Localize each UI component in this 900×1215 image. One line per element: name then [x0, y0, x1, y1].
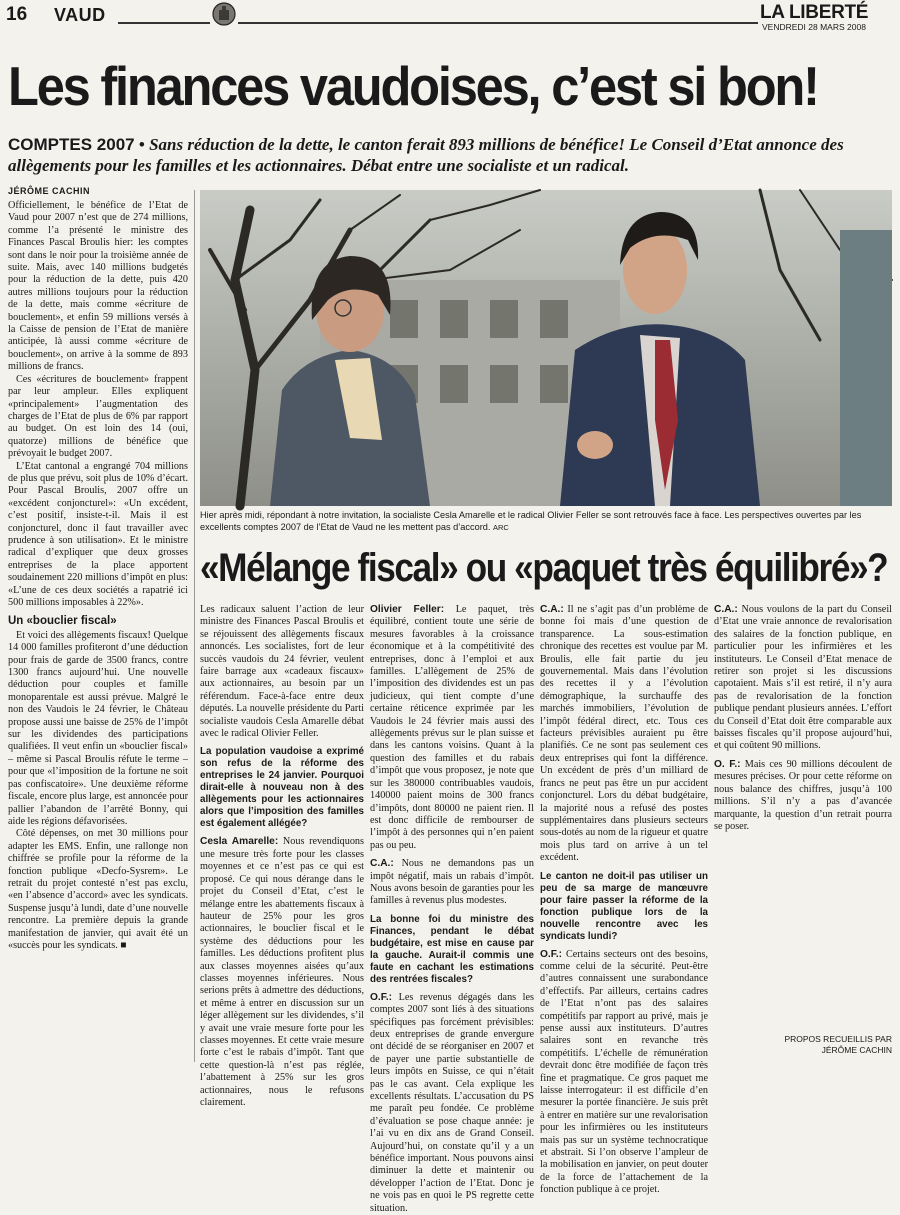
debate-answer: O. F.: Mais ces 90 millions découlent de mesures précises. Or pour cette réforme on nous balance des chiffres, jusqu’à 100 millions. S’il n’y a pas d’avancée marquante, la question d’un retrait pourra se poser.: [714, 758, 892, 832]
speaker-label: C.A.:: [540, 604, 564, 615]
signoff: [714, 1034, 892, 1056]
signoff-line-2: JÉRÔME CACHIN: [821, 1045, 892, 1055]
deck-kicker: COMPTES 2007: [8, 135, 135, 154]
debate-question: Le canton ne doit-il pas utiliser un peu de sa marge de manœuvre pour faire passer la réforme de la fonction publique lors de la nouvelle rencontre avec les syndicats lundi?: [540, 870, 708, 942]
speaker-label: O.F.:: [540, 948, 563, 960]
byline: JÉRÔME CACHIN: [8, 186, 91, 196]
header-rule-right: [238, 22, 758, 24]
signoff-line-1: PROPOS RECUEILLIS PAR: [784, 1034, 892, 1044]
deck: [8, 134, 888, 176]
speaker-label: C.A.:: [370, 858, 394, 870]
photo-caption: [200, 510, 892, 533]
page-number: 16: [6, 4, 28, 25]
article-paragraph: Ces «écritures de bouclement» frappent par leur ampleur. Elles expliquent «principalement» l’augmentation des charges de l’Etat de plus de 6% par rapport au budget. On est loin des 14 (oui, quatorze) millions de bénéfice que prévoyait le budget 2007.: [8, 373, 188, 460]
debate-column-4: [714, 604, 892, 1044]
seal-icon: [212, 2, 236, 26]
article-paragraph: Officiellement, le bénéfice de l’Etat de Vaud pour 2007 n’est que de 274 millions, comme l’a présenté le ministre des Finances Pascal Broulis hier: les comptes sont dans le noir pour la troisième année de suite. Mais, avec 140 millions budgetés pour la réduction de la dette, puis 420 autres millions toujours pour la réduction de la dette, mais comme «écriture de bouclement», et enfin 59 millions versés à la Caisse de pension de l’Etat de manière anticipée, là aussi comme «écriture de bouclement», on arrive à la somme de 893 millions de francs.: [8, 200, 188, 373]
debate-answer: O.F.: Certains secteurs ont des besoins, comme celui de la sécurité. Peut-être d’autres connaissent une surabondance d’effectifs. Par ailleurs, certains cadres de l’Etat n’ont pas des salaires compétitifs par rapport au privé, mais je pense aussi aux instituteurs. D’autres salaires sont en revanche très compétitifs. L’échelle de rémunération devrait donc être modifiée de façon très fine et pragmatique. Ce gros paquet me laisse interrogateur: il est difficile d’en mesurer la portée financière. Je suis prêt à entrer en matière sur une revalorisation pour les infirmières ou les instituteurs mais pas sur un système technocratique et abstrait. Si l’on observe l’ampleur de la mobilisation en janvier, on peut douter de la force de l’attachement de la fonction publique à ce projet.: [540, 948, 708, 1196]
article-subhead: Un «bouclier fiscal»: [8, 615, 117, 628]
debate-column-1: [200, 604, 364, 1108]
debate-answer: C.A.: Il ne s’agit pas d’un problème de bonne foi mais d’une question de transparence. La sous-estimation chronique des recettes est voulue par M. Broulis, elle fait partie du jeu gouvernemental. Mais dans l’évolution des recettes il y a l’évolution démographique, la surchauffe des marchés immobiliers, l’évolution de l’impôt fédéral direct, etc. Tous ces facteurs prévisibles auraient pu être planifiés. Ce ne sont pas seulement ces deux entreprises qui font la différence. Un excédent de près d’un milliard de francs ne peut pas être un pur accident conjoncturel. Lors du débat budgétaire, la majorité nous a refusé des postes supplémentaires dans plusieurs secteurs sous-dotés au nom de la rigueur et quatre mois plus tard on arrive à un tel excédent.: [540, 604, 708, 864]
article-paragraph: Côté dépenses, on met 30 millions pour adapter les EMS. Enfin, une rallonge non chiffrée se profile pour la réforme de la fonction publique «Decfo-Sysrem». Le retrait du projet contesté n’est pas exclu, «en l’absence d’accord» avec les syndicats. Suspense jusqu’à lundi, date d’une nouvelle rencontre. La première depuis la grande manifestation de janvier, qui avait été un «succès pour les syndicats. ■: [8, 828, 188, 951]
caption-text: Hier après midi, répondant à notre invitation, la socialiste Cesla Amarelle et le radical Olivier Feller se sont retrouvés face à face. Les perspectives ouvertes par les excellents comptes 2007 de l’Etat de Vaud ne les mettent pas d’accord.: [200, 510, 862, 532]
speaker-label: C.A.:: [714, 604, 738, 615]
article-paragraph: L’Etat cantonal a engrangé 704 millions de plus que prévu, soit plus de 10% d’écart. Pour Pascal Broulis, 2007 offre un «excédent conjoncturel»: «Un excédent, c’est positif, insiste-t-il. Mais il est conjoncturel, donc il faut travailler avec prudence à son utilisation». Et le ministre radical d’expliquer que deux grosses entreprises de la place apportent soudainement 220 millions d’impôt en plus: «L’une de ces deux sociétés a rapatrié ici 500 millions imposables à 22%».: [8, 460, 188, 608]
article-paragraph: Et voici des allègements fiscaux! Quelque 14 000 familles profiteront d’une déduction pour frais de garde de 3500 francs, contre 1300 francs aujourd’hui. Une nouvelle déduction pour couples et famille monoparentale est aussi prévue. Malgré le non des Vaudois le 24 février, le Château propose aussi une baisse de 25% de l’impôt sur les dividendes des participations qualifiées. Il veut enfin un «bouclier fiscal» – même si Pascal Broulis réfute le terme – pour que «l’imposition de la fortune ne soit pas confiscatoire». Une deuxième réforme fiscale, encore plus large, est annoncée pour pallier l’abandon de l’arrêté Bonny, qui aide les régions défavorisées.: [8, 629, 188, 827]
debate-column-3: [540, 604, 708, 1196]
debate-answer: Olivier Feller: Le paquet, très équilibré, contient toute une série de mesures favorables à la croissance économique et à la compétitivité des entreprises, donc à l’emploi et aux familles. L’allègement de 25% de l’imposition des dividendes est un pas judicieux, qui tient compte d’une certaine réticence exprimée par les Vaudois le 24 février mais aussi des allègements prévus sur le plan suisse et dans les cantons voisins. Quant à la question des familles et du rabais d’impôt que vous proposez, je note que sur les 380000 contribuables vaudois, 140000 paient moins de 300 francs d’impôts, dont 80000 ne paient rien. Il est donc difficile de rembourser de l’impôt à des personnes qui n’en paient pas ou peu.: [370, 604, 534, 851]
speaker-label: O.F.:: [370, 991, 393, 1003]
photo-credit: ARC: [493, 522, 509, 532]
main-headline: Les finances vaudoises, c’est si bon!: [8, 55, 818, 117]
debate-question: La bonne foi du ministre des Finances, pendant le débat budgétaire, est mise en cause par la gauche. Aurait-il commis une faute en cachant les estimations des rentrées fiscales?: [370, 913, 534, 985]
speaker-label: Cesla Amarelle:: [200, 836, 279, 848]
issue-date: VENDREDI 28 MARS 2008: [762, 22, 866, 32]
debate-answer: C.A.: Nous ne demandons pas un impôt négatif, mais un rabais d’impôt. Nous avons besoin de garanties pour les familles à revenus plus modestes.: [370, 858, 534, 907]
debate-column-2: [370, 604, 534, 1214]
debate-headline: «Mélange fiscal» ou «paquet très équilibré»?: [200, 546, 888, 590]
deck-text: Sans réduction de la dette, le canton ferait 893 millions de bénéfice! Le Conseil d’Etat annonce des allègements pour les familles et les actionnaires. Débat entre une socialiste et un radical.: [8, 135, 844, 175]
debate-question: La population vaudoise a exprimé son refus de la réforme des entreprises le 24 janvier. Pourquoi dirait-elle à nouveau non à des allègements pour les actionnaires alors que l’imposition des familles est également allégée?: [200, 746, 364, 830]
paper-name: LA LIBERTÉ: [760, 2, 869, 23]
column-rule: [194, 190, 195, 1062]
debate-answer: C.A.: Nous voulons de la part du Conseil d’Etat une vraie annonce de revalorisation des salaires de la fonction publique, en particulier pour les infirmières et les instituteurs. Le Conseil d’Etat menace de retirer son projet si les discussions capotaient. Mais s’il est retiré, il n’y aura pas de revalorisation de la fonction publique pendant plusieurs années. L’effort du Conseil d’Etat doit être comparable aux baisses fiscales qu’il propose aujourd’hui, et qui coûtent 90 millions.: [714, 604, 892, 752]
speaker-label: O. F.:: [714, 758, 741, 770]
speaker-label: Olivier Feller:: [370, 604, 445, 615]
debate-answer: O.F.: Les revenus dégagés dans les comptes 2007 sont liés à des situations spécifiques pas forcément prévisibles: deux entreprises de grande envergure ont décidé de se réorganiser en 2007 et de payer une partie substantielle de leurs impôts en Suisse, ce qui n’était pas le cas avant. Cela explique les excellents résultats. L’accusation du PS me paraît peu fondée. Ce problème d’évaluation se pose chaque année: je l’ai vu en dix ans de Grand Conseil. Aujourd’hui, on constate qu’il y a un bénéfice important. Nous pouvons ainsi diminuer la dette et maintenir ou développer l’action de l’Etat. Donc je ne vois pas en quoi le PS regrette cette situation.: [370, 991, 534, 1214]
photo: [200, 190, 892, 506]
page-header: [0, 0, 900, 30]
debate-intro: Les radicaux saluent l’action de leur ministre des Finances Pascal Broulis et se réjouissent des allègements fiscaux annoncés. Les socialistes, fort de leur succès vaudois du 24 février, veulent faire barrage aux «cadeaux fiscaux» aux actionnaires, au besoin par un référendum. Face-à-face entre deux députés. La nouvelle présidente du Parti socialiste vaudois Cesla Amarelle débat avec le radical Olivier Feller.: [200, 604, 364, 740]
main-article: [8, 200, 188, 1062]
header-rule-left: [118, 22, 210, 24]
deck-bullet: •: [134, 135, 150, 154]
debate-answer: Cesla Amarelle: Nous revendiquons une mesure très forte pour les classes moyennes et ce n’est pas ce qui est proposé. Ce qui nous dérange dans le projet du Conseil d’Etat, c’est le mélange entre les abattements fiscaux à hauteur de 25% pour les gros actionnaires, le bouclier fiscal et le système des déductions pour les familles. Les déductions profitent plus aux classes moyennes aisées qu’aux classes moyennes inférieures. Nous serions prêts à admettre des déductions, et même à entrer en discussion sur un léger allègement sur les dividendes, s’il y avait une vraie mesure forte pour les classes moyennes. Et cette vraie mesure forte c’est le rabais d’impôt. Tant que cette question-là n’est pas réglée, l’abattement à 25% sur les gros actionnaires, nous le refusons clairement.: [200, 836, 364, 1108]
section-label: VAUD: [54, 5, 106, 25]
